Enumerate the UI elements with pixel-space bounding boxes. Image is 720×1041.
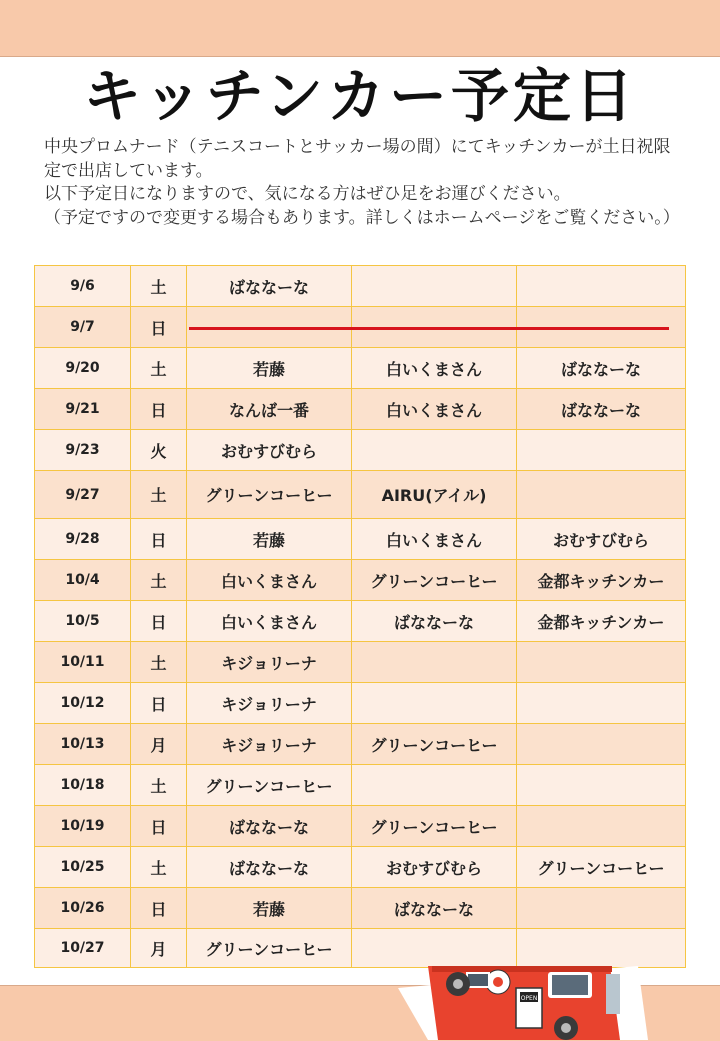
vendor-cell: グリーンコーヒー <box>352 806 517 847</box>
vendor-cell: おむすびむら <box>352 847 517 888</box>
vendor-cell <box>352 266 517 307</box>
date-cell: 9/27 <box>35 471 131 519</box>
vendor-cell: ばななーな <box>517 389 686 430</box>
weekday-cell: 土 <box>131 266 187 307</box>
vendor-cell <box>517 724 686 765</box>
vendor-cell: 若藤 <box>187 519 352 560</box>
vendor-cell: グリーンコーヒー <box>517 847 686 888</box>
vendor-cell: キジョリーナ <box>187 683 352 724</box>
weekday-cell: 日 <box>131 601 187 642</box>
vendor-cell: 白いくまさん <box>187 601 352 642</box>
vendor-cell: 金都キッチンカー <box>517 601 686 642</box>
vendor-cell: グリーンコーヒー <box>187 929 352 968</box>
weekday-cell: 月 <box>131 929 187 968</box>
vendor-cell: おむすびむら <box>187 430 352 471</box>
vendor-cell <box>352 683 517 724</box>
weekday-cell: 日 <box>131 888 187 929</box>
schedule-row <box>35 560 686 601</box>
date-cell: 10/13 <box>35 724 131 765</box>
vendor-cell: グリーンコーヒー <box>187 471 352 519</box>
schedule-row <box>35 806 686 847</box>
date-cell: 10/18 <box>35 765 131 806</box>
vendor-cell: 若藤 <box>187 348 352 389</box>
schedule-row <box>35 683 686 724</box>
date-cell: 10/5 <box>35 601 131 642</box>
vendor-cell <box>517 929 686 968</box>
schedule-row <box>35 348 686 389</box>
date-cell: 10/11 <box>35 642 131 683</box>
weekday-cell: 月 <box>131 724 187 765</box>
weekday-cell: 土 <box>131 560 187 601</box>
date-cell: 10/4 <box>35 560 131 601</box>
schedule-row <box>35 724 686 765</box>
vendor-cell <box>517 683 686 724</box>
date-cell: 10/26 <box>35 888 131 929</box>
vendor-cell <box>517 888 686 929</box>
page-title: キッチンカー予定日 <box>83 62 637 130</box>
vendor-cell <box>517 642 686 683</box>
date-cell: 9/6 <box>35 266 131 307</box>
weekday-cell: 火 <box>131 430 187 471</box>
schedule-row <box>35 929 686 968</box>
vendor-cell: グリーンコーヒー <box>352 724 517 765</box>
cancelled-strike-line <box>189 327 669 330</box>
vendor-cell: グリーンコーヒー <box>187 765 352 806</box>
vendor-cell <box>517 430 686 471</box>
vendor-cell <box>352 642 517 683</box>
date-cell: 10/19 <box>35 806 131 847</box>
vendor-cell <box>517 471 686 519</box>
schedule-row <box>35 601 686 642</box>
vendor-cell: おむすびむら <box>517 519 686 560</box>
weekday-cell: 日 <box>131 519 187 560</box>
vendor-cell: 白いくまさん <box>352 519 517 560</box>
weekday-cell: 日 <box>131 307 187 348</box>
vendor-cell: キジョリーナ <box>187 642 352 683</box>
vendor-cell <box>517 266 686 307</box>
schedule-table <box>34 265 686 968</box>
weekday-cell: 土 <box>131 471 187 519</box>
weekday-cell: 日 <box>131 683 187 724</box>
date-cell: 10/25 <box>35 847 131 888</box>
date-cell: 10/12 <box>35 683 131 724</box>
top-band <box>0 0 720 57</box>
vendor-cell: ばななーな <box>187 266 352 307</box>
schedule-row <box>35 519 686 560</box>
schedule-row <box>35 847 686 888</box>
vendor-cell: キジョリーナ <box>187 724 352 765</box>
weekday-cell: 土 <box>131 348 187 389</box>
vendor-cell: なんば一番 <box>187 389 352 430</box>
date-cell: 9/28 <box>35 519 131 560</box>
vendor-cell <box>352 929 517 968</box>
date-cell: 10/27 <box>35 929 131 968</box>
schedule-row <box>35 765 686 806</box>
intro-line: （予定ですので変更する場合もあります。詳しくはホームページをご覧ください。） <box>44 207 680 228</box>
date-cell: 9/7 <box>35 307 131 348</box>
date-cell: 9/23 <box>35 430 131 471</box>
schedule-row <box>35 430 686 471</box>
truck-sign: OPEN <box>520 995 538 1002</box>
schedule-row <box>35 389 686 430</box>
vendor-cell: ばななーな <box>187 847 352 888</box>
vendor-cell: ばななーな <box>352 601 517 642</box>
vendor-cell: 金都キッチンカー <box>517 560 686 601</box>
intro-line: 中央プロムナード（テニスコートとサッカー場の間）にてキッチンカーが土日祝限定で出店しています。 <box>44 137 671 181</box>
vendor-cell <box>352 430 517 471</box>
date-cell: 9/20 <box>35 348 131 389</box>
intro-text <box>44 136 684 230</box>
vendor-cell: 白いくまさん <box>352 348 517 389</box>
vendor-cell: 白いくまさん <box>352 389 517 430</box>
schedule-row <box>35 266 686 307</box>
vendor-cell <box>352 765 517 806</box>
date-cell: 9/21 <box>35 389 131 430</box>
weekday-cell: 土 <box>131 642 187 683</box>
vendor-cell: 若藤 <box>187 888 352 929</box>
schedule-row <box>35 471 686 519</box>
vendor-cell: 白いくまさん <box>187 560 352 601</box>
vendor-cell: ばななーな <box>352 888 517 929</box>
vendor-cell: ばななーな <box>517 348 686 389</box>
vendor-cell: ばななーな <box>187 806 352 847</box>
schedule-row <box>35 642 686 683</box>
vendor-cell: AIRU(アイル) <box>352 471 517 519</box>
weekday-cell: 土 <box>131 847 187 888</box>
weekday-cell: 日 <box>131 389 187 430</box>
kitchen-car-icon <box>398 966 648 1040</box>
vendor-cell: グリーンコーヒー <box>352 560 517 601</box>
vendor-cell <box>517 765 686 806</box>
weekday-cell: 土 <box>131 765 187 806</box>
weekday-cell: 日 <box>131 806 187 847</box>
schedule-row <box>35 888 686 929</box>
vendor-cell <box>517 806 686 847</box>
intro-line: 以下予定日になりますので、気になる方はぜひ足をお運びください。 <box>44 184 571 204</box>
